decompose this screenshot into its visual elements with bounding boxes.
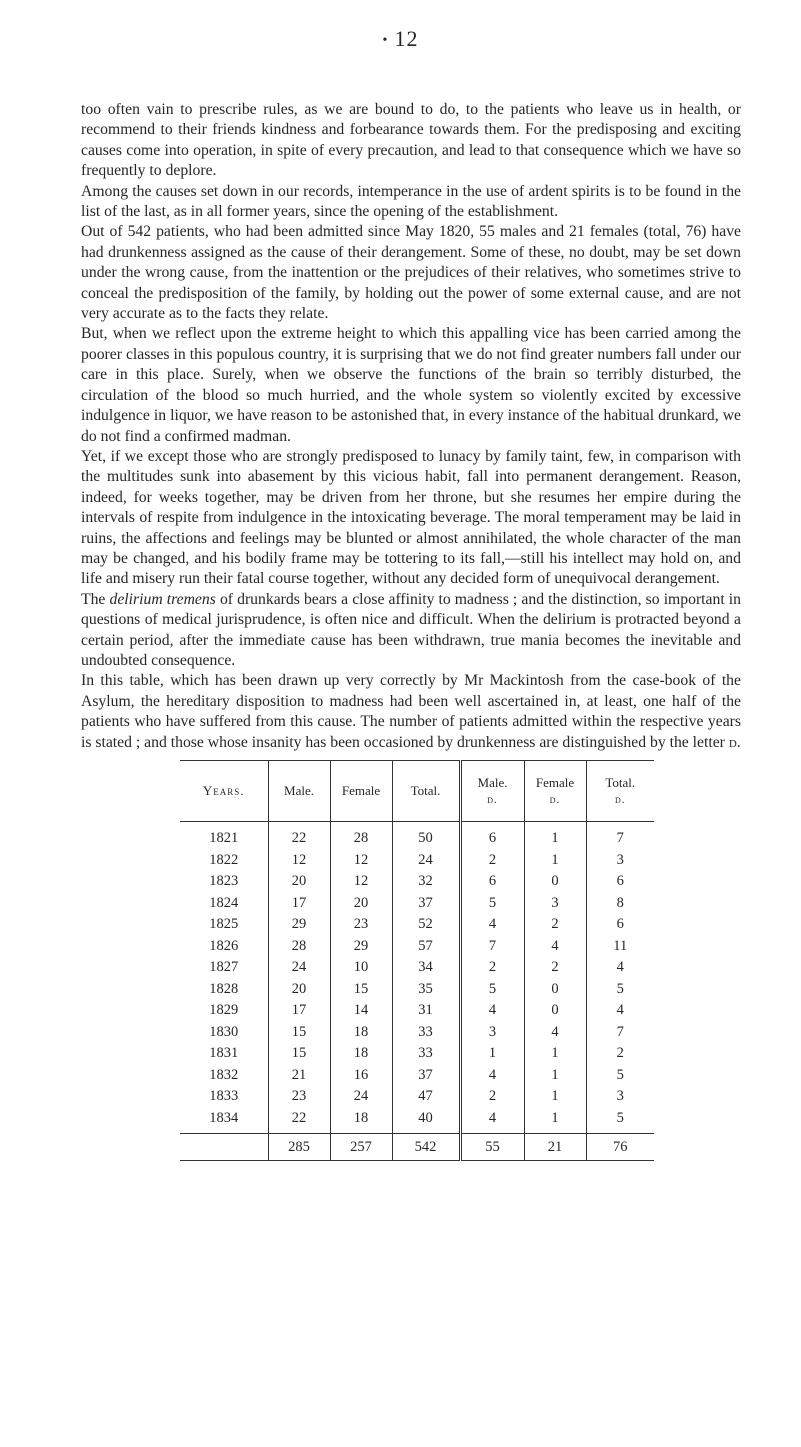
cell-total-d: 8 — [586, 893, 654, 915]
cell-total: 40 — [392, 1108, 460, 1130]
header-female-d — [524, 761, 586, 822]
header-total: Total. — [392, 761, 460, 822]
cell-female: 18 — [330, 1108, 392, 1130]
cell-total: 34 — [392, 957, 460, 979]
table-row — [180, 1022, 654, 1044]
cell-female-d: 4 — [524, 1022, 586, 1044]
cell-total: 37 — [392, 1065, 460, 1087]
admissions-table — [180, 760, 654, 1161]
total-year — [180, 1134, 268, 1161]
cell-total: 52 — [392, 914, 460, 936]
paragraph-2: Among the causes set down in our records, intemperance in the use of ardent spirits is to be found in the list of the last, as in all former years, since the opening of the establishment. — [81, 182, 741, 221]
paragraph-6 — [81, 590, 741, 672]
cell-female-d: 4 — [524, 936, 586, 958]
cell-total-d: 4 — [586, 1000, 654, 1022]
paragraph-7 — [81, 671, 741, 753]
cell-male-d: 2 — [460, 850, 524, 872]
header-female-d-line1: Female — [535, 774, 575, 790]
cell-total-d: 5 — [586, 1108, 654, 1130]
cell-female: 29 — [330, 936, 392, 958]
cell-female: 23 — [330, 914, 392, 936]
cell-female: 12 — [330, 871, 392, 893]
cell-female-d: 1 — [524, 1065, 586, 1087]
cell-male: 20 — [268, 871, 330, 893]
cell-male-d: 4 — [460, 1065, 524, 1087]
cell-total: 24 — [392, 850, 460, 872]
cell-year: 1834 — [209, 1109, 239, 1126]
cell-male: 17 — [268, 893, 330, 915]
cell-female: 16 — [330, 1065, 392, 1087]
total-male: 285 — [268, 1134, 330, 1161]
cell-total-d: 6 — [586, 914, 654, 936]
cell-year: 1826 — [209, 937, 239, 954]
cell-year: 1833 — [209, 1088, 239, 1105]
header-male: Male. — [268, 761, 330, 822]
cell-male: 29 — [268, 914, 330, 936]
table-row — [180, 850, 654, 872]
paragraph-6-prefix: The — [81, 590, 110, 608]
cell-male: 12 — [268, 850, 330, 872]
cell-female: 14 — [330, 1000, 392, 1022]
cell-female: 18 — [330, 1043, 392, 1065]
table-row — [180, 957, 654, 979]
cell-year: 1831 — [209, 1045, 239, 1062]
totals-row — [180, 1134, 654, 1161]
cell-total: 57 — [392, 936, 460, 958]
cell-total-d: 6 — [586, 871, 654, 893]
total-male-d: 55 — [460, 1134, 524, 1161]
cell-male: 23 — [268, 1086, 330, 1108]
cell-female-d: 0 — [524, 979, 586, 1001]
paragraph-5: Yet, if we except those who are strongly predisposed to lunacy by family taint, few, in comparison with the multitudes sunk into abasement by this vicious habit, fall into permanent derangement. Reason, indeed, for weeks together, may be driven from her throne, but she resumes her empire during the intervals of respite from indulgence in the intoxicating beverage. The moral temperament may be laid in ruins, the affections and feelings may be blunted or almost annihilated, the whole character of the man may be changed, and his bodily frame may be tottering to its fall,—still his intellect may hold on, and life and misery run their fatal course together, without any decided form of unequivocal derangement. — [81, 447, 741, 588]
table-row — [180, 871, 654, 893]
header-female: Female — [330, 761, 392, 822]
cell-male-d: 5 — [460, 893, 524, 915]
table-row — [180, 979, 654, 1001]
table-row — [180, 1108, 654, 1130]
cell-total: 35 — [392, 979, 460, 1001]
cell-female-d: 0 — [524, 871, 586, 893]
header-total-d — [586, 761, 654, 822]
paragraph-7-main: In this table, which has been drawn up very correctly by Mr Mackintosh from the case-book of the Asylum, the hereditary disposition to madness had been well ascertained in, at least, one half of the patients who have suffered from this cause. The number of patients admitted within the respective years is stated ; and those whose insanity has been occasioned by drunkenness are distinguished by the letter — [81, 672, 741, 751]
cell-female-d: 3 — [524, 893, 586, 915]
table-row — [180, 1000, 654, 1022]
cell-male-d: 7 — [460, 936, 524, 958]
header-total-d-line2: d. — [614, 793, 626, 806]
delirium-tremens-term: delirium tremens — [109, 590, 216, 608]
total-female: 257 — [330, 1134, 392, 1161]
header-male-d-line1: Male. — [477, 774, 508, 790]
cell-total: 33 — [392, 1022, 460, 1044]
cell-female: 18 — [330, 1022, 392, 1044]
cell-male-d: 5 — [460, 979, 524, 1001]
header-years: Years. — [180, 761, 268, 822]
table-row — [180, 893, 654, 915]
cell-female-d: 0 — [524, 1000, 586, 1022]
cell-male-d: 3 — [460, 1022, 524, 1044]
page-number — [0, 26, 801, 52]
cell-total: 31 — [392, 1000, 460, 1022]
cell-male: 15 — [268, 1022, 330, 1044]
cell-year: 1827 — [209, 959, 239, 976]
page-number-value: 12 — [394, 26, 419, 51]
table-body — [180, 822, 654, 1161]
table-row — [180, 1086, 654, 1108]
total-female-d: 21 — [524, 1134, 586, 1161]
cell-male-d: 4 — [460, 914, 524, 936]
cell-male-d: 2 — [460, 957, 524, 979]
cell-male: 20 — [268, 979, 330, 1001]
body-text — [81, 100, 741, 753]
cell-female-d: 1 — [524, 850, 586, 872]
cell-male-d: 4 — [460, 1000, 524, 1022]
cell-total: 47 — [392, 1086, 460, 1108]
cell-male-d: 4 — [460, 1108, 524, 1130]
cell-female-d: 1 — [524, 822, 586, 850]
paragraph-6-rest: of drunkards bears a close affinity to madness ; and the distinction, so important in questions of medical jurisprudence, is often nice and difficult. When the delirium is protracted beyond a certain period, after the immediate cause has been withdrawn, true mania becomes the inevitable and undoubted consequence. — [81, 590, 741, 669]
paragraph-3: Out of 542 patients, who had been admitted since May 1820, 55 males and 21 females (total, 76) have had drunkenness assigned as the cause of their derangement. Some of these, no doubt, may be set down under the wrong cause, from the inattention or the prejudices of their relatives, who sometimes strive to conceal the predisposition of the family, by holding out the power of some external cause, and are not very accurate as to the facts they relate. — [81, 223, 741, 323]
total-total: 542 — [392, 1134, 460, 1161]
cell-year: 1825 — [209, 916, 239, 933]
cell-female-d: 1 — [524, 1043, 586, 1065]
table-row — [180, 936, 654, 958]
cell-male-d: 6 — [460, 871, 524, 893]
paragraph-4: But, when we reflect upon the extreme height to which this appalling vice has been carried among the poorer classes in this populous country, it is surprising that we do not find greater numbers fall under our care in this place. Surely, when we observe the functions of the brain so terribly disturbed, the circulation of the blood so much hurried, and the whole system so violently excited by excessive indulgence in liquor, we have reason to be astonished that, in every instance of the habitual drunkard, we do not find a confirmed madman. — [81, 325, 741, 445]
header-male-d — [460, 761, 524, 822]
cell-year: 1821 — [209, 830, 239, 847]
cell-total-d: 2 — [586, 1043, 654, 1065]
cell-male: 28 — [268, 936, 330, 958]
drunkenness-table — [180, 760, 654, 1161]
total-total-d: 76 — [586, 1134, 654, 1161]
cell-male: 22 — [268, 1108, 330, 1130]
cell-female: 15 — [330, 979, 392, 1001]
cell-female: 28 — [330, 822, 392, 850]
table-header-row — [180, 761, 654, 822]
cell-male-d: 6 — [460, 822, 524, 850]
cell-female: 10 — [330, 957, 392, 979]
header-female-d-line2: d. — [549, 793, 561, 806]
letter-d: d — [728, 733, 737, 751]
cell-total-d: 3 — [586, 1086, 654, 1108]
cell-male: 15 — [268, 1043, 330, 1065]
cell-female-d: 2 — [524, 914, 586, 936]
table-row — [180, 822, 654, 850]
cell-year: 1828 — [209, 980, 239, 997]
cell-year: 1822 — [209, 851, 239, 868]
table-row — [180, 1065, 654, 1087]
cell-female-d: 1 — [524, 1108, 586, 1130]
cell-total-d: 3 — [586, 850, 654, 872]
cell-male: 21 — [268, 1065, 330, 1087]
cell-total: 37 — [392, 893, 460, 915]
cell-total-d: 11 — [586, 936, 654, 958]
header-total-d-line1: Total. — [605, 774, 636, 790]
cell-female-d: 2 — [524, 957, 586, 979]
cell-female: 20 — [330, 893, 392, 915]
cell-total-d: 5 — [586, 1065, 654, 1087]
paragraph-1: too often vain to prescribe rules, as we are bound to do, to the patients who leave us in health, or recommend to their friends kindness and forbearance towards them. For the predisposing and exciting causes come into operation, in spite of every precaution, and lead to that consequence which we have so frequently to deplore. — [81, 101, 741, 180]
cell-year: 1823 — [209, 873, 239, 890]
cell-total-d: 7 — [586, 822, 654, 850]
cell-male: 17 — [268, 1000, 330, 1022]
cell-year: 1824 — [209, 894, 239, 911]
cell-total-d: 7 — [586, 1022, 654, 1044]
cell-male-d: 1 — [460, 1043, 524, 1065]
paragraph-7-end: . — [736, 733, 741, 751]
table-row — [180, 914, 654, 936]
cell-female: 24 — [330, 1086, 392, 1108]
table-row — [180, 1043, 654, 1065]
cell-total: 50 — [392, 822, 460, 850]
header-male-d-line2: d. — [487, 793, 498, 806]
cell-male-d: 2 — [460, 1086, 524, 1108]
cell-total-d: 5 — [586, 979, 654, 1001]
cell-total: 32 — [392, 871, 460, 893]
cell-female-d: 1 — [524, 1086, 586, 1108]
cell-male: 24 — [268, 957, 330, 979]
cell-year: 1832 — [209, 1066, 239, 1083]
cell-total: 33 — [392, 1043, 460, 1065]
cell-year: 1830 — [209, 1023, 239, 1040]
page-marker: • — [382, 32, 389, 48]
cell-year: 1829 — [209, 1002, 239, 1019]
cell-total-d: 4 — [586, 957, 654, 979]
cell-male: 22 — [268, 822, 330, 850]
cell-female: 12 — [330, 850, 392, 872]
